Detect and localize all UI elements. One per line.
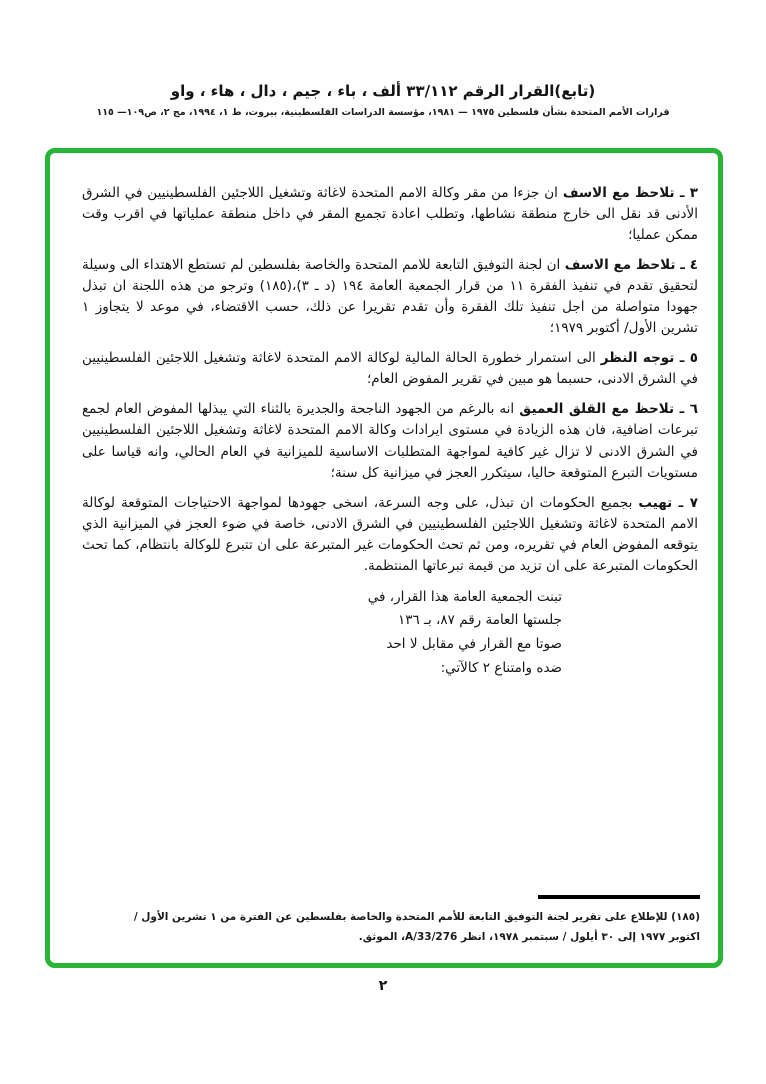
- resolution-text: [50, 153, 718, 680]
- footnote-185: [80, 908, 700, 947]
- footnote-separator: [538, 895, 700, 899]
- adoption-note-line: تبنت الجمعية العامة هذا القرار، في: [367, 588, 562, 605]
- paragraph-4: [82, 255, 698, 339]
- footnote-area: [80, 895, 700, 947]
- paragraph-5: [82, 348, 698, 390]
- paragraph-5-text: الى استمرار خطورة الحالة المالية لوكالة الامم المتحدة لاغاثة وتشغيل اللاجئين الفلسطينيين في الشرق الادنى، حسبما هو مبين في تقرير المفوض العام؛: [82, 350, 698, 388]
- paragraph-6-lead: ٦ ـ تلاحظ مع القلق العميق: [519, 401, 698, 418]
- paragraph-6: [82, 399, 698, 483]
- paragraph-7-text: بجميع الحكومات ان تبذل، على وجه السرعة، اسخى جهودها لمواجهة الاحتياجات المتوقعة لوكالة الامم المتحدة لاغاثة وتشغيل اللاجئين الفلسطينيين في الشرق الادنى، خاصة في ضوء العجز في الميزانية الذي يتوقعه المفوض العام في تقريره، ومن ثم تحث الحكومات غير المتبرعة على ان تتبرع للوكالة بانتظام، كما تحث الحكومات المتبرعة على ان تزيد من قيمة تبرعاتها المنتظمة.: [82, 494, 698, 574]
- paragraph-3-text: ان جزءا من مقر وكالة الامم المتحدة لاغاثة وتشغيل اللاجئين الفلسطينيين في الشرق الأدنى قد نقل الى خارج منطقة نشاطها، وتطلب اعادة تجميع المقر في داخل منطقة عملياتها في اقرب وقت ممكن عمليا؛: [82, 185, 698, 244]
- adoption-note-line: جلستها العامة رقم ٨٧، بـ ١٣٦: [398, 612, 562, 629]
- adoption-note-line: ضده وامتناع ٢ كالآتي:: [440, 659, 562, 676]
- paragraph-4-lead: ٤ ـ تلاحظ مع الاسف: [564, 257, 698, 274]
- page-number: ٢: [378, 978, 388, 994]
- document-title: (تابع)القرار الرقم ٣٣/١١٢ ألف ، باء ، جيم ، دال ، هاء ، واو: [170, 82, 596, 100]
- paragraph-7-lead: ٧ ـ تهيب: [638, 494, 698, 511]
- paragraph-3: [82, 183, 698, 246]
- footnote-line: (١٨٥) للإطلاع على تقرير لجنة التوفيق التابعة للأمم المتحدة والخاصة بفلسطين عن الفترة من ١ تشرين الأول /: [133, 911, 700, 924]
- adoption-note: [82, 586, 562, 681]
- document-header: [0, 82, 766, 118]
- paragraph-7: [82, 493, 698, 577]
- paragraph-5-lead: ٥ ـ توجه النظر: [600, 350, 698, 367]
- paragraph-3-lead: ٣ ـ تلاحظ مع الاسف: [562, 185, 698, 201]
- paragraph-6-text: انه بالرغم من الجهود الناجحة والجديرة بالثناء التي يبذلها المفوض العام لجمع تبرعات اضافية، فان هذه الزيادة في مستوى ايرادات وكالة الامم المتحدة لاغاثة وتشغيل اللاجئين الفلسطينيين في الشرق الادنى لا تزال غير كافية لمواجهة المتطلبات الاساسية للميزانية في العام الحالي، وانه قياسا على مستويات التبرع المتوقعة حاليا، سيتكرر العجز في ميزانية كل سنة؛: [82, 401, 698, 481]
- adoption-note-line: صوتا مع القرار في مقابل لا احد: [386, 636, 562, 653]
- highlight-frame: [45, 148, 723, 968]
- footnote-line: اكتوبر ١٩٧٧ إلى ٣٠ أيلول / سبتمبر ١٩٧٨، انظر A/33/276، الموثق.: [358, 930, 700, 943]
- paragraph-4-text: ان لجنة التوفيق التابعة للامم المتحدة والخاصة بفلسطين لم تستطع الاهتداء الى وسيلة لتحقيق تقدم في تنفيذ الفقرة ١١ من قرار الجمعية العامة ١٩٤ (د ـ ٣)،(١٨٥) وترجو من هذه اللجنة ان تبذل جهودا متواصلة من اجل تنفيذ تلك الفقرة وأن تقدم تقريرا عن ذلك، حسب الاقتضاء، في موعد لا يتجاوز ١ تشرين الأول/ أكتوبر ١٩٧٩؛: [82, 257, 698, 337]
- document-source-line: قرارات الأمم المتحدة بشأن فلسطين ١٩٧٥ — ١٩٨١، مؤسسة الدراسات الفلسطينية، بيروت، ط ١، ١٩٩٤، مج ٢، ص١٠٩— ١١٥: [96, 107, 670, 118]
